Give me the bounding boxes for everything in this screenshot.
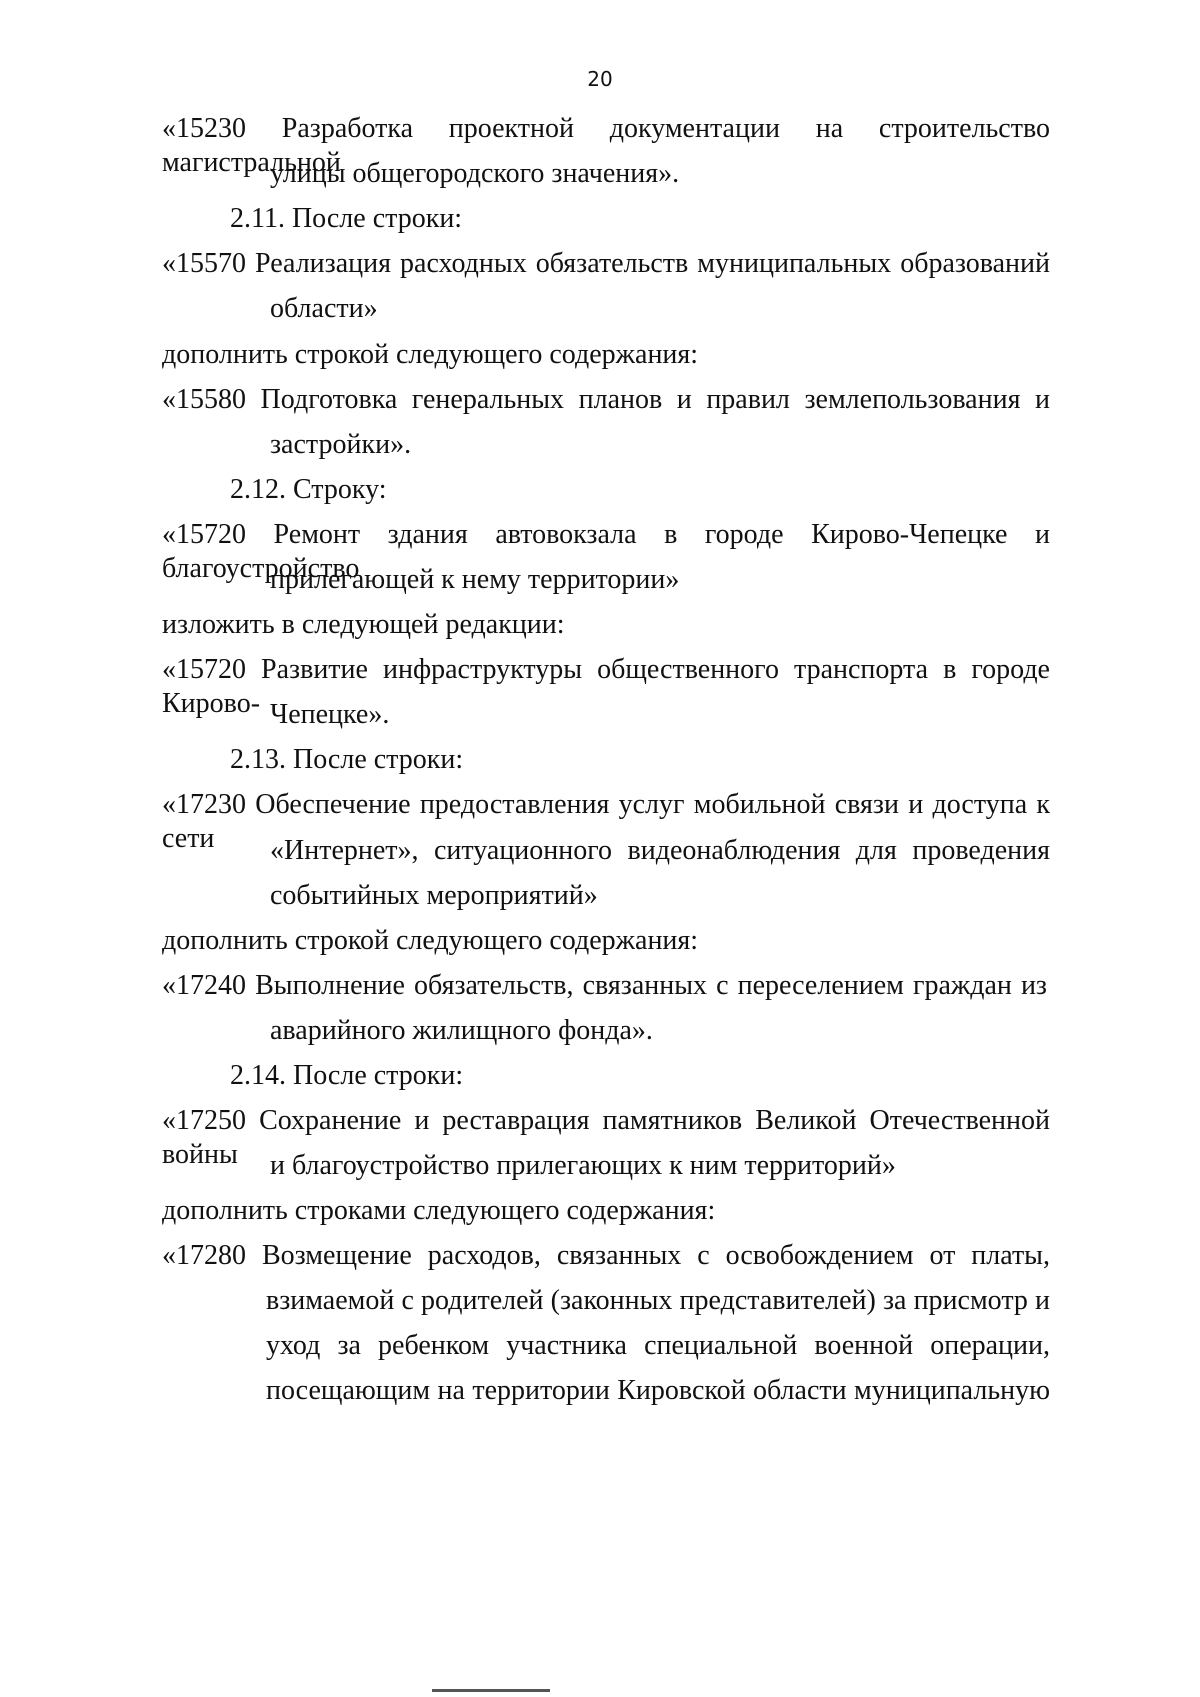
document-line: «17240 Выполнение обязательств, связанных с переселением граждан из: [162, 970, 1047, 1001]
document-line: Чепецке».: [270, 699, 390, 730]
document-line: «15720 Развитие инфраструктуры общественного транспорта в городе Кирово-: [162, 654, 1050, 719]
document-line: застройки».: [270, 429, 412, 460]
document-line: «17250 Сохранение и реставрация памятников Великой Отечественной войны: [162, 1105, 1050, 1170]
document-line: изложить в следующей редакции:: [162, 609, 565, 640]
page-number: 20: [587, 67, 613, 91]
document-line: событийных мероприятий»: [270, 880, 598, 911]
document-line: 2.14. После строки:: [230, 1060, 464, 1091]
document-line: 2.12. Строку:: [230, 474, 387, 505]
document-line: «15570 Реализация расходных обязательств муниципальных образований: [162, 248, 1050, 279]
document-line: дополнить строками следующего содержания:: [162, 1195, 716, 1226]
document-line: «15580 Подготовка генеральных планов и правил землепользования и: [162, 384, 1050, 415]
document-line: области»: [270, 293, 378, 324]
document-line: аварийного жилищного фонда».: [270, 1015, 653, 1046]
document-line: «Интернет», ситуационного видеонаблюдения для проведения: [270, 835, 1050, 866]
document-line: прилегающей к нему территории»: [270, 564, 680, 595]
document-line: 2.11. После строки:: [230, 203, 463, 234]
document-line: взимаемой с родителей (законных представителей) за присмотр и: [266, 1285, 1050, 1316]
document-line: уход за ребенком участника специальной военной операции,: [266, 1330, 1050, 1361]
document-line: «17230 Обеспечение предоставления услуг мобильной связи и доступа к сети: [162, 789, 1050, 854]
document-line: дополнить строкой следующего содержания:: [162, 925, 699, 956]
document-line: 2.13. После строки:: [230, 744, 464, 775]
document-line: улицы общегородского значения».: [270, 158, 680, 189]
document-line: посещающим на территории Кировской области муниципальную: [266, 1375, 1050, 1406]
document-line: «15720 Ремонт здания автовокзала в городе Кирово-Чепецке и благоустройство: [162, 519, 1050, 584]
document-line: «17280 Возмещение расходов, связанных с освобождением от платы,: [162, 1240, 1050, 1271]
scan-artifact: [432, 1689, 550, 1692]
document-line: «15230 Разработка проектной документации на строительство магистральной: [162, 113, 1050, 178]
document-line: и благоустройство прилегающих к ним территорий»: [270, 1150, 896, 1181]
document-line: дополнить строкой следующего содержания:: [162, 339, 699, 370]
